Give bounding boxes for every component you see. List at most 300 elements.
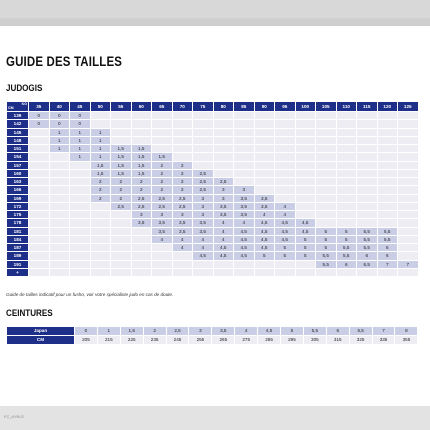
size-cell — [70, 219, 91, 227]
size-cell: 4,5 — [234, 252, 255, 260]
size-cell — [254, 161, 275, 169]
size-cell — [29, 153, 50, 161]
size-cell: 1,5 — [152, 153, 173, 161]
size-cell — [193, 112, 214, 120]
size-cell — [398, 211, 419, 219]
size-cell — [111, 219, 132, 227]
size-cell — [49, 202, 70, 210]
size-cell — [336, 120, 357, 128]
size-cell — [29, 211, 50, 219]
judogis-weight-header-row — [7, 102, 419, 112]
belt-size-cell: 5,5 — [303, 327, 326, 336]
weight-header-cell: 90 — [254, 102, 275, 112]
size-cell — [398, 153, 419, 161]
height-row-header: 145 — [7, 128, 29, 136]
size-cell — [172, 128, 193, 136]
size-cell — [70, 169, 91, 177]
size-cell — [336, 186, 357, 194]
size-cell — [70, 161, 91, 169]
size-cell: 4,5 — [295, 227, 316, 235]
size-cell: 4 — [172, 244, 193, 252]
size-cell — [254, 186, 275, 194]
size-cell — [316, 169, 337, 177]
size-cell — [295, 128, 316, 136]
size-cell — [377, 136, 398, 144]
size-cell — [254, 268, 275, 276]
cm-label: CM — [8, 106, 14, 110]
size-cell — [111, 227, 132, 235]
judogis-table-row — [7, 128, 419, 136]
size-cell: 1 — [90, 153, 111, 161]
size-cell: 4 — [193, 235, 214, 243]
size-cell — [398, 178, 419, 186]
size-cell — [49, 227, 70, 235]
size-cell: 5,5 — [357, 227, 378, 235]
judogis-table-row — [7, 169, 419, 177]
size-cell: 2,5 — [172, 194, 193, 202]
size-cell — [90, 268, 111, 276]
weight-header-cell: 125 — [398, 102, 419, 112]
size-cell — [70, 268, 91, 276]
size-cell: 3,5 — [213, 211, 234, 219]
size-cell — [172, 260, 193, 268]
size-cell — [29, 128, 50, 136]
size-cell — [295, 268, 316, 276]
weight-header-cell: 70 — [172, 102, 193, 112]
size-cell — [152, 112, 173, 120]
size-cell — [29, 178, 50, 186]
size-cell — [316, 202, 337, 210]
size-cell — [254, 178, 275, 186]
size-cell — [49, 194, 70, 202]
size-cell — [213, 112, 234, 120]
size-cell — [152, 145, 173, 153]
size-cell — [29, 145, 50, 153]
size-cell: 2,5 — [193, 178, 214, 186]
size-cell: 4,5 — [213, 244, 234, 252]
size-cell: 4 — [152, 235, 173, 243]
weight-header-cell: 105 — [316, 102, 337, 112]
size-cell: 3,5 — [234, 202, 255, 210]
size-cell — [49, 244, 70, 252]
size-cell — [295, 186, 316, 194]
size-cell — [193, 260, 214, 268]
size-cell: 4,5 — [275, 227, 296, 235]
size-cell — [90, 120, 111, 128]
belt-size-cell: 2,5 — [166, 327, 189, 336]
belt-length-cell: 305 — [303, 336, 326, 345]
size-cell: 0 — [49, 120, 70, 128]
size-cell — [336, 161, 357, 169]
size-cell — [275, 178, 296, 186]
size-cell: 5 — [254, 252, 275, 260]
size-cell: 0 — [29, 112, 50, 120]
size-cell: 2 — [131, 178, 152, 186]
size-cell — [131, 235, 152, 243]
size-cell — [357, 268, 378, 276]
size-cell: 5,5 — [377, 227, 398, 235]
size-cell — [234, 128, 255, 136]
belt-size-cell: 5 — [281, 327, 304, 336]
belt-length-cell: 205 — [75, 336, 98, 345]
size-cell — [131, 128, 152, 136]
weight-header-cell: 50 — [90, 102, 111, 112]
size-cell: 3,5 — [152, 219, 173, 227]
size-cell: 2 — [152, 186, 173, 194]
size-cell: 1 — [90, 136, 111, 144]
size-cell: 3,5 — [213, 202, 234, 210]
top-band — [0, 0, 430, 18]
size-cell: 4,5 — [295, 219, 316, 227]
size-cell — [316, 178, 337, 186]
size-cell: 3,5 — [131, 219, 152, 227]
size-cell: 1 — [49, 145, 70, 153]
belt-length-cell: 315 — [326, 336, 349, 345]
height-row-header: 157 — [7, 161, 29, 169]
size-cell — [213, 120, 234, 128]
size-cell — [172, 153, 193, 161]
kg-label: KG — [21, 102, 27, 106]
footer-band — [0, 406, 430, 430]
size-cell — [90, 260, 111, 268]
size-cell — [234, 178, 255, 186]
size-cell — [377, 178, 398, 186]
size-cell — [398, 227, 419, 235]
size-cell: 2,5 — [213, 178, 234, 186]
size-cell — [377, 120, 398, 128]
size-cell: 5 — [316, 244, 337, 252]
belt-length-cell: 325 — [349, 336, 372, 345]
weight-header-cell: 95 — [275, 102, 296, 112]
size-cell: 1 — [90, 145, 111, 153]
size-cell: 3 — [234, 186, 255, 194]
size-cell: 3 — [131, 211, 152, 219]
size-cell: 5 — [295, 252, 316, 260]
size-cell: 1 — [49, 128, 70, 136]
size-cell — [111, 268, 132, 276]
size-cell — [336, 268, 357, 276]
weight-header-cell: 115 — [357, 102, 378, 112]
size-cell: 1,5 — [90, 161, 111, 169]
size-cell — [336, 169, 357, 177]
size-cell: 6 — [357, 252, 378, 260]
size-cell — [90, 252, 111, 260]
belt-length-cell: 225 — [120, 336, 143, 345]
size-cell — [398, 161, 419, 169]
size-cell: 2 — [90, 178, 111, 186]
size-cell — [254, 260, 275, 268]
belt-length-cell: 355 — [395, 336, 418, 345]
size-cell — [295, 211, 316, 219]
size-cell — [377, 268, 398, 276]
size-cell — [234, 161, 255, 169]
size-cell — [29, 161, 50, 169]
size-cell: 4,5 — [254, 219, 275, 227]
size-cell — [377, 169, 398, 177]
height-row-header: 172 — [7, 202, 29, 210]
size-cell: 2 — [152, 169, 173, 177]
size-cell — [111, 235, 132, 243]
size-cell — [111, 244, 132, 252]
size-cell — [336, 153, 357, 161]
size-cell: 2,5 — [152, 194, 173, 202]
height-row-header: 169 — [7, 194, 29, 202]
size-cell: 3 — [172, 211, 193, 219]
belt-size-cell: 4 — [235, 327, 258, 336]
size-cell — [357, 120, 378, 128]
size-cell — [213, 153, 234, 161]
size-cell: 2 — [152, 178, 173, 186]
belt-size-cell: 2 — [143, 327, 166, 336]
size-cell — [90, 235, 111, 243]
size-cell — [131, 268, 152, 276]
size-cell: 4 — [234, 219, 255, 227]
size-cell — [316, 186, 337, 194]
size-cell — [29, 235, 50, 243]
weight-header-cell: 60 — [131, 102, 152, 112]
size-cell — [49, 169, 70, 177]
size-cell: 4,5 — [254, 244, 275, 252]
size-cell — [275, 145, 296, 153]
size-cell — [377, 161, 398, 169]
size-cell — [131, 244, 152, 252]
size-cell — [295, 112, 316, 120]
judogis-table-row — [7, 161, 419, 169]
belt-size-cell: 7 — [372, 327, 395, 336]
size-cell — [357, 161, 378, 169]
size-cell — [357, 136, 378, 144]
size-cell: 0 — [70, 120, 91, 128]
page-title: GUIDE DES TAILLES — [6, 53, 123, 69]
judogis-table-row — [7, 211, 419, 219]
size-cell: 3 — [213, 194, 234, 202]
size-cell — [70, 260, 91, 268]
belt-length-cell: 215 — [97, 336, 120, 345]
size-cell: 4,5 — [254, 235, 275, 243]
size-cell: 6 — [377, 244, 398, 252]
size-cell — [213, 161, 234, 169]
size-cell — [398, 112, 419, 120]
size-cell — [49, 161, 70, 169]
judogis-table-row — [7, 145, 419, 153]
judogis-table-row — [7, 252, 419, 260]
weight-header-cell: 35 — [29, 102, 50, 112]
size-cell — [70, 227, 91, 235]
size-cell: 1,5 — [111, 161, 132, 169]
size-cell — [357, 211, 378, 219]
size-cell: 3 — [193, 202, 214, 210]
size-cell — [295, 145, 316, 153]
size-cell — [234, 120, 255, 128]
size-cell — [172, 112, 193, 120]
size-cell — [398, 128, 419, 136]
size-cell — [295, 178, 316, 186]
size-cell — [275, 153, 296, 161]
size-cell — [336, 202, 357, 210]
size-cell: 6 — [336, 260, 357, 268]
size-cell: 5 — [316, 235, 337, 243]
size-cell — [377, 112, 398, 120]
weight-header-cell: 55 — [111, 102, 132, 112]
size-cell — [152, 268, 173, 276]
size-cell — [70, 244, 91, 252]
size-cell: 4 — [213, 227, 234, 235]
size-cell — [316, 145, 337, 153]
height-row-header: 160 — [7, 169, 29, 177]
size-cell — [275, 128, 296, 136]
size-cell — [275, 268, 296, 276]
size-cell: 3,5 — [193, 219, 214, 227]
size-cell: 5 — [336, 235, 357, 243]
weight-header-cell: 40 — [49, 102, 70, 112]
size-cell: 2,5 — [172, 202, 193, 210]
judogis-table-row — [7, 194, 419, 202]
size-cell: 5 — [295, 244, 316, 252]
size-cell — [90, 202, 111, 210]
size-cell — [357, 145, 378, 153]
size-cell — [29, 136, 50, 144]
size-cell: 2 — [111, 178, 132, 186]
ceintures-heading: CEINTURES — [6, 308, 53, 319]
belt-size-cell: 0 — [75, 327, 98, 336]
size-cell — [254, 128, 275, 136]
size-cell: 4,5 — [234, 244, 255, 252]
size-cell: 2 — [131, 186, 152, 194]
size-cell — [357, 169, 378, 177]
size-cell — [377, 211, 398, 219]
size-cell — [234, 112, 255, 120]
size-cell — [49, 252, 70, 260]
size-cell: 1 — [49, 136, 70, 144]
size-cell — [172, 120, 193, 128]
size-cell — [234, 136, 255, 144]
size-cell — [29, 260, 50, 268]
size-cell — [234, 169, 255, 177]
size-cell — [254, 145, 275, 153]
size-cell — [193, 161, 214, 169]
size-cell — [234, 145, 255, 153]
size-cell — [316, 194, 337, 202]
size-cell — [70, 211, 91, 219]
size-cell — [49, 211, 70, 219]
belt-length-cell: 245 — [166, 336, 189, 345]
size-cell — [398, 136, 419, 144]
judogis-table-row — [7, 178, 419, 186]
size-cell — [295, 120, 316, 128]
belt-length-cell: 295 — [281, 336, 304, 345]
size-cell: 3,5 — [172, 219, 193, 227]
size-cell: 3,5 — [152, 227, 173, 235]
size-cell — [275, 186, 296, 194]
size-cell: 4,5 — [234, 227, 255, 235]
size-cell — [111, 211, 132, 219]
size-cell — [336, 112, 357, 120]
size-cell — [172, 136, 193, 144]
size-cell: 0 — [29, 120, 50, 128]
size-cell — [275, 169, 296, 177]
height-row-header: 184 — [7, 235, 29, 243]
belt-length-cell: 275 — [235, 336, 258, 345]
size-cell — [193, 268, 214, 276]
size-cell — [70, 194, 91, 202]
size-cell — [49, 153, 70, 161]
belt-size-table — [6, 326, 418, 345]
size-cell — [316, 136, 337, 144]
size-cell: 5,5 — [357, 244, 378, 252]
size-cell: 1,5 — [131, 169, 152, 177]
size-cell — [336, 178, 357, 186]
height-row-header: 181 — [7, 227, 29, 235]
size-cell — [213, 169, 234, 177]
size-cell — [377, 153, 398, 161]
size-cell: 1 — [90, 128, 111, 136]
judogis-table-row — [7, 268, 419, 276]
judogis-table-row — [7, 235, 419, 243]
size-cell — [90, 227, 111, 235]
judogis-table-row — [7, 202, 419, 210]
size-cell: 5 — [336, 227, 357, 235]
belt-length-cell: 265 — [212, 336, 235, 345]
judogis-corner-cell — [7, 102, 29, 112]
judogis-table-row — [7, 260, 419, 268]
size-cell — [357, 128, 378, 136]
size-cell — [152, 244, 173, 252]
size-cell — [111, 112, 132, 120]
size-cell — [90, 244, 111, 252]
size-cell: 4,5 — [213, 252, 234, 260]
size-cell: 4 — [172, 235, 193, 243]
size-cell — [295, 136, 316, 144]
size-cell — [172, 145, 193, 153]
size-cell: 2,5 — [193, 169, 214, 177]
size-cell — [398, 268, 419, 276]
size-cell — [398, 219, 419, 227]
size-cell: 7 — [398, 260, 419, 268]
size-cell — [172, 252, 193, 260]
size-cell — [193, 120, 214, 128]
size-cell — [275, 112, 296, 120]
judogis-heading: JUDOGIS — [6, 83, 43, 94]
weight-header-cell: 85 — [234, 102, 255, 112]
weight-header-cell: 80 — [213, 102, 234, 112]
height-row-header: 148 — [7, 136, 29, 144]
size-cell: 5,5 — [336, 244, 357, 252]
size-cell — [152, 252, 173, 260]
size-cell: 4,5 — [234, 235, 255, 243]
size-cell — [70, 178, 91, 186]
size-cell — [398, 235, 419, 243]
judogis-table-row — [7, 120, 419, 128]
size-cell: 1,5 — [131, 145, 152, 153]
size-cell — [90, 112, 111, 120]
belt-length-cell: 235 — [143, 336, 166, 345]
size-cell: 2 — [172, 186, 193, 194]
size-cell — [29, 268, 50, 276]
size-cell: 4,5 — [193, 252, 214, 260]
size-cell: 2 — [111, 194, 132, 202]
size-cell — [70, 202, 91, 210]
size-cell: 2 — [90, 194, 111, 202]
size-cell: 1 — [70, 153, 91, 161]
size-cell: 2 — [152, 161, 173, 169]
height-row-header: 163 — [7, 178, 29, 186]
size-cell: 2,5 — [131, 194, 152, 202]
size-cell — [398, 120, 419, 128]
size-cell — [316, 161, 337, 169]
size-cell — [193, 136, 214, 144]
belt-size-cell: 1,5 — [120, 327, 143, 336]
weight-header-cell: 120 — [377, 102, 398, 112]
